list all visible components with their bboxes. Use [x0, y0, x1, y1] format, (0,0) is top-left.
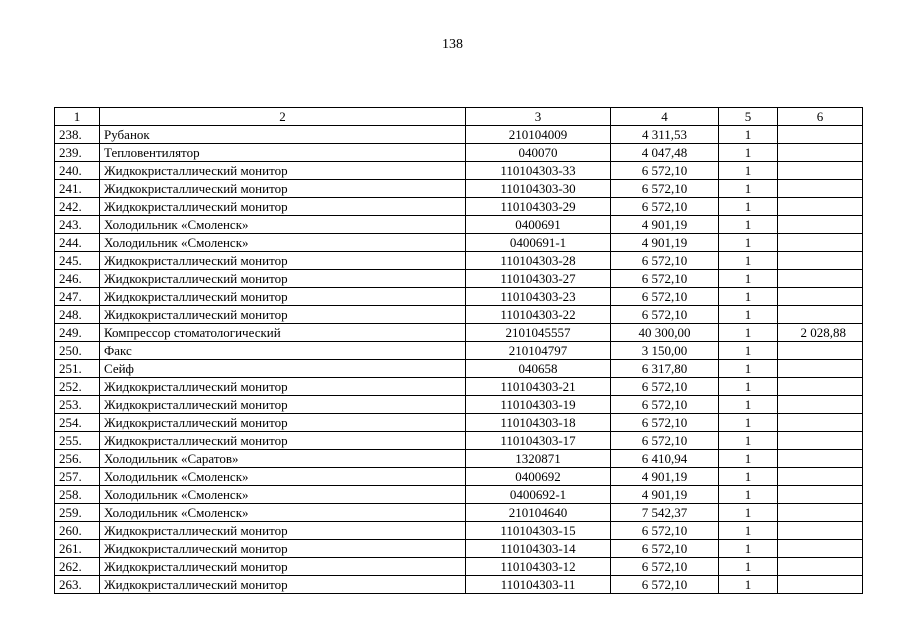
- amount-cell: 4 047,48: [611, 144, 719, 162]
- item-name-cell: Жидкокристаллический монитор: [100, 198, 466, 216]
- quantity-cell: 1: [719, 450, 778, 468]
- amount-cell: 7 542,37: [611, 504, 719, 522]
- table-row: [55, 180, 863, 198]
- amount-cell: 6 410,94: [611, 450, 719, 468]
- quantity-cell: 1: [719, 378, 778, 396]
- table-row: [55, 162, 863, 180]
- quantity-cell: 1: [719, 234, 778, 252]
- column-header-extra: 6: [778, 108, 863, 126]
- extra-value-cell: [778, 378, 863, 396]
- item-name-cell: Жидкокристаллический монитор: [100, 396, 466, 414]
- inventory-code-cell: 110104303-30: [466, 180, 611, 198]
- row-number-cell: 243.: [55, 216, 100, 234]
- extra-value-cell: [778, 270, 863, 288]
- item-name-cell: Тепловентилятор: [100, 144, 466, 162]
- table-row: [55, 504, 863, 522]
- row-number-cell: 239.: [55, 144, 100, 162]
- inventory-code-cell: 210104640: [466, 504, 611, 522]
- row-number-cell: 258.: [55, 486, 100, 504]
- table-row: [55, 342, 863, 360]
- quantity-cell: 1: [719, 198, 778, 216]
- quantity-cell: 1: [719, 306, 778, 324]
- table-row: [55, 252, 863, 270]
- inventory-code-cell: 110104303-18: [466, 414, 611, 432]
- item-name-cell: Жидкокристаллический монитор: [100, 378, 466, 396]
- item-name-cell: Холодильник «Смоленск»: [100, 486, 466, 504]
- quantity-cell: 1: [719, 180, 778, 198]
- item-name-cell: Жидкокристаллический монитор: [100, 540, 466, 558]
- inventory-code-cell: 110104303-22: [466, 306, 611, 324]
- extra-value-cell: [778, 414, 863, 432]
- inventory-code-cell: 110104303-29: [466, 198, 611, 216]
- extra-value-cell: [778, 450, 863, 468]
- item-name-cell: Холодильник «Смоленск»: [100, 504, 466, 522]
- extra-value-cell: [778, 486, 863, 504]
- inventory-code-cell: 0400691: [466, 216, 611, 234]
- amount-cell: 6 572,10: [611, 378, 719, 396]
- quantity-cell: 1: [719, 342, 778, 360]
- inventory-code-cell: 110104303-19: [466, 396, 611, 414]
- table-row: [55, 126, 863, 144]
- item-name-cell: Жидкокристаллический монитор: [100, 414, 466, 432]
- item-name-cell: Холодильник «Смоленск»: [100, 216, 466, 234]
- quantity-cell: 1: [719, 252, 778, 270]
- table-row: [55, 468, 863, 486]
- item-name-cell: Жидкокристаллический монитор: [100, 270, 466, 288]
- quantity-cell: 1: [719, 270, 778, 288]
- amount-cell: 6 572,10: [611, 252, 719, 270]
- inventory-code-cell: 0400691-1: [466, 234, 611, 252]
- row-number-cell: 246.: [55, 270, 100, 288]
- inventory-code-cell: 110104303-28: [466, 252, 611, 270]
- item-name-cell: Сейф: [100, 360, 466, 378]
- quantity-cell: 1: [719, 540, 778, 558]
- extra-value-cell: [778, 540, 863, 558]
- extra-value-cell: [778, 234, 863, 252]
- column-header-amount: 4: [611, 108, 719, 126]
- quantity-cell: 1: [719, 162, 778, 180]
- table-row: [55, 144, 863, 162]
- table-row: [55, 450, 863, 468]
- table-row: [55, 576, 863, 594]
- page-number: 138: [442, 37, 463, 52]
- column-header-quantity: 5: [719, 108, 778, 126]
- table-row: [55, 270, 863, 288]
- table-row: [55, 288, 863, 306]
- quantity-cell: 1: [719, 558, 778, 576]
- item-name-cell: Жидкокристаллический монитор: [100, 288, 466, 306]
- inventory-code-cell: 2101045557: [466, 324, 611, 342]
- quantity-cell: 1: [719, 504, 778, 522]
- inventory-code-cell: 0400692: [466, 468, 611, 486]
- extra-value-cell: [778, 162, 863, 180]
- quantity-cell: 1: [719, 324, 778, 342]
- table-row: [55, 486, 863, 504]
- row-number-cell: 250.: [55, 342, 100, 360]
- row-number-cell: 262.: [55, 558, 100, 576]
- inventory-code-cell: 110104303-23: [466, 288, 611, 306]
- amount-cell: 4 311,53: [611, 126, 719, 144]
- amount-cell: 4 901,19: [611, 468, 719, 486]
- row-number-cell: 263.: [55, 576, 100, 594]
- quantity-cell: 1: [719, 468, 778, 486]
- row-number-cell: 247.: [55, 288, 100, 306]
- item-name-cell: Жидкокристаллический монитор: [100, 180, 466, 198]
- column-header-number: 1: [55, 108, 100, 126]
- extra-value-cell: [778, 576, 863, 594]
- column-header-name: 2: [100, 108, 466, 126]
- quantity-cell: 1: [719, 288, 778, 306]
- row-number-cell: 240.: [55, 162, 100, 180]
- quantity-cell: 1: [719, 432, 778, 450]
- table-row: [55, 198, 863, 216]
- table-row: [55, 324, 863, 342]
- quantity-cell: 1: [719, 216, 778, 234]
- amount-cell: 3 150,00: [611, 342, 719, 360]
- extra-value-cell: [778, 468, 863, 486]
- row-number-cell: 257.: [55, 468, 100, 486]
- table-row: [55, 306, 863, 324]
- row-number-cell: 238.: [55, 126, 100, 144]
- amount-cell: 4 901,19: [611, 216, 719, 234]
- quantity-cell: 1: [719, 396, 778, 414]
- extra-value-cell: [778, 306, 863, 324]
- quantity-cell: 1: [719, 522, 778, 540]
- amount-cell: 6 572,10: [611, 270, 719, 288]
- table-row: [55, 360, 863, 378]
- inventory-code-cell: 110104303-14: [466, 540, 611, 558]
- amount-cell: 6 572,10: [611, 396, 719, 414]
- row-number-cell: 260.: [55, 522, 100, 540]
- amount-cell: 6 317,80: [611, 360, 719, 378]
- amount-cell: 6 572,10: [611, 162, 719, 180]
- inventory-code-cell: 110104303-12: [466, 558, 611, 576]
- item-name-cell: Факс: [100, 342, 466, 360]
- amount-cell: 6 572,10: [611, 288, 719, 306]
- item-name-cell: Жидкокристаллический монитор: [100, 162, 466, 180]
- extra-value-cell: [778, 216, 863, 234]
- table-row: [55, 378, 863, 396]
- item-name-cell: Жидкокристаллический монитор: [100, 432, 466, 450]
- extra-value-cell: [778, 198, 863, 216]
- extra-value-cell: 2 028,88: [778, 324, 863, 342]
- row-number-cell: 248.: [55, 306, 100, 324]
- extra-value-cell: [778, 432, 863, 450]
- table-row: [55, 540, 863, 558]
- amount-cell: 6 572,10: [611, 414, 719, 432]
- amount-cell: 4 901,19: [611, 486, 719, 504]
- table-row: [55, 216, 863, 234]
- extra-value-cell: [778, 180, 863, 198]
- amount-cell: 6 572,10: [611, 540, 719, 558]
- row-number-cell: 253.: [55, 396, 100, 414]
- table-row: [55, 234, 863, 252]
- inventory-code-cell: 040658: [466, 360, 611, 378]
- table-row: [55, 558, 863, 576]
- amount-cell: 6 572,10: [611, 558, 719, 576]
- quantity-cell: 1: [719, 576, 778, 594]
- quantity-cell: 1: [719, 126, 778, 144]
- row-number-cell: 254.: [55, 414, 100, 432]
- amount-cell: 6 572,10: [611, 180, 719, 198]
- extra-value-cell: [778, 558, 863, 576]
- extra-value-cell: [778, 522, 863, 540]
- extra-value-cell: [778, 288, 863, 306]
- row-number-cell: 252.: [55, 378, 100, 396]
- extra-value-cell: [778, 144, 863, 162]
- row-number-cell: 251.: [55, 360, 100, 378]
- column-header-code: 3: [466, 108, 611, 126]
- table-row: [55, 432, 863, 450]
- quantity-cell: 1: [719, 486, 778, 504]
- item-name-cell: Компрессор стоматологический: [100, 324, 466, 342]
- row-number-cell: 255.: [55, 432, 100, 450]
- table-row: [55, 414, 863, 432]
- item-name-cell: Жидкокристаллический монитор: [100, 252, 466, 270]
- table-header-row: [55, 108, 863, 126]
- inventory-code-cell: 110104303-27: [466, 270, 611, 288]
- amount-cell: 40 300,00: [611, 324, 719, 342]
- item-name-cell: Жидкокристаллический монитор: [100, 306, 466, 324]
- quantity-cell: 1: [719, 360, 778, 378]
- extra-value-cell: [778, 396, 863, 414]
- table-row: [55, 396, 863, 414]
- inventory-code-cell: 110104303-21: [466, 378, 611, 396]
- extra-value-cell: [778, 360, 863, 378]
- amount-cell: 6 572,10: [611, 576, 719, 594]
- row-number-cell: 242.: [55, 198, 100, 216]
- inventory-code-cell: 1320871: [466, 450, 611, 468]
- item-name-cell: Жидкокристаллический монитор: [100, 522, 466, 540]
- item-name-cell: Холодильник «Смоленск»: [100, 234, 466, 252]
- inventory-code-cell: 110104303-33: [466, 162, 611, 180]
- row-number-cell: 245.: [55, 252, 100, 270]
- row-number-cell: 241.: [55, 180, 100, 198]
- inventory-code-cell: 110104303-11: [466, 576, 611, 594]
- item-name-cell: Холодильник «Смоленск»: [100, 468, 466, 486]
- item-name-cell: Рубанок: [100, 126, 466, 144]
- amount-cell: 6 572,10: [611, 432, 719, 450]
- quantity-cell: 1: [719, 414, 778, 432]
- extra-value-cell: [778, 342, 863, 360]
- extra-value-cell: [778, 126, 863, 144]
- item-name-cell: Холодильник «Саратов»: [100, 450, 466, 468]
- inventory-code-cell: 040070: [466, 144, 611, 162]
- row-number-cell: 256.: [55, 450, 100, 468]
- row-number-cell: 261.: [55, 540, 100, 558]
- inventory-code-cell: 210104009: [466, 126, 611, 144]
- quantity-cell: 1: [719, 144, 778, 162]
- row-number-cell: 249.: [55, 324, 100, 342]
- table-row: [55, 522, 863, 540]
- extra-value-cell: [778, 504, 863, 522]
- amount-cell: 4 901,19: [611, 234, 719, 252]
- extra-value-cell: [778, 252, 863, 270]
- row-number-cell: 244.: [55, 234, 100, 252]
- inventory-code-cell: 0400692-1: [466, 486, 611, 504]
- table-body: [55, 126, 863, 594]
- row-number-cell: 259.: [55, 504, 100, 522]
- inventory-code-cell: 110104303-17: [466, 432, 611, 450]
- amount-cell: 6 572,10: [611, 522, 719, 540]
- item-name-cell: Жидкокристаллический монитор: [100, 576, 466, 594]
- inventory-code-cell: 210104797: [466, 342, 611, 360]
- item-name-cell: Жидкокристаллический монитор: [100, 558, 466, 576]
- amount-cell: 6 572,10: [611, 198, 719, 216]
- amount-cell: 6 572,10: [611, 306, 719, 324]
- inventory-table: [54, 107, 863, 594]
- inventory-code-cell: 110104303-15: [466, 522, 611, 540]
